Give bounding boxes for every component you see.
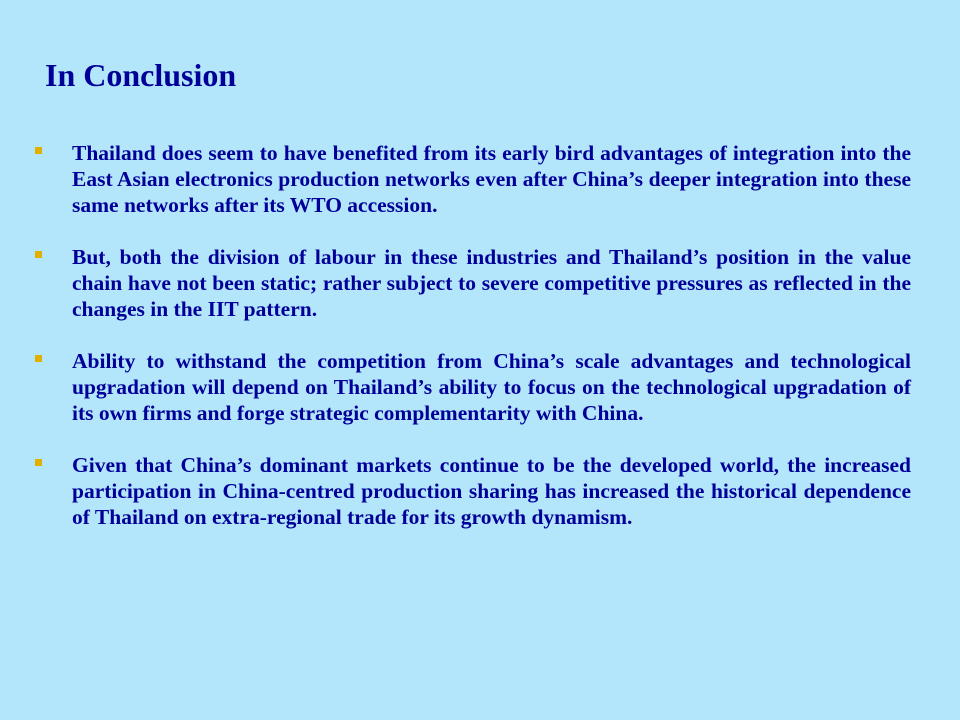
bullet-text-3: Ability to withstand the competition from China’s scale advantages and technological upgradation will depend on Thailand’s ability to focus on the technological upgradation of its own firms and forge strategic complementarity with China.	[72, 349, 911, 425]
bullet-item-2	[30, 244, 911, 322]
bullet-text-4: Given that China’s dominant markets continue to be the developed world, the increased participation in China-centred production sharing has increased the historical dependence of Thailand on extra-regional trade for its growth dynamism.	[72, 453, 911, 529]
bullet-item-1	[30, 140, 911, 218]
square-bullet-icon	[35, 459, 42, 466]
bullet-text-1: Thailand does seem to have benefited from its early bird advantages of integration into the East Asian electronics production networks even after China’s deeper integration into these same networks after its WTO accession.	[72, 141, 911, 217]
bullet-list	[30, 140, 911, 556]
slide-title: In Conclusion	[45, 57, 237, 93]
bullet-item-4	[30, 452, 911, 530]
square-bullet-icon	[35, 251, 42, 258]
square-bullet-icon	[35, 355, 42, 362]
bullet-text-2: But, both the division of labour in these industries and Thailand’s position in the value chain have not been static; rather subject to severe competitive pressures as reflected in the changes in the IIT pattern.	[72, 245, 911, 321]
bullet-item-3	[30, 348, 911, 426]
square-bullet-icon	[35, 147, 42, 154]
